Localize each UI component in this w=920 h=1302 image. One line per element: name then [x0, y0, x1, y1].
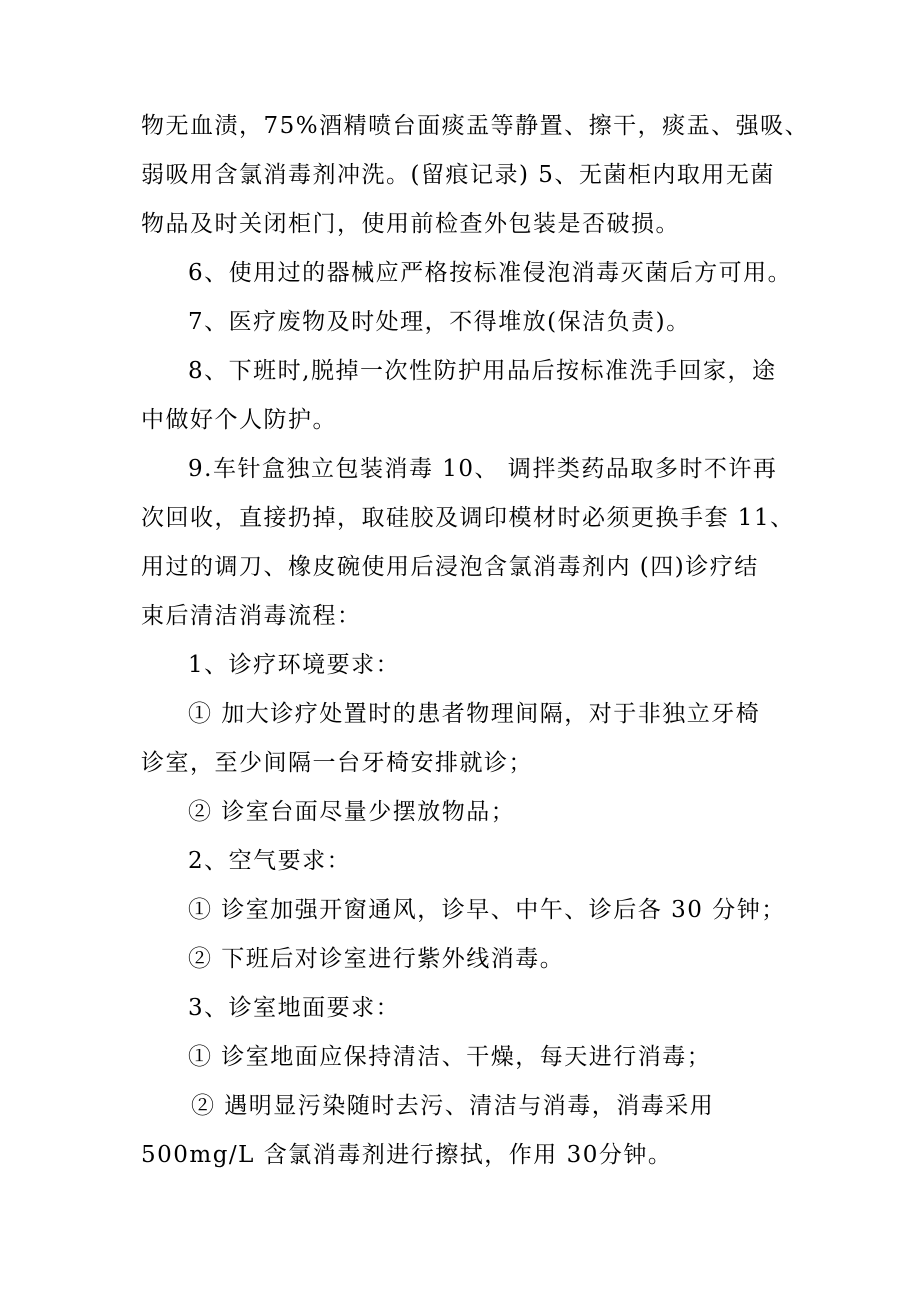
- text-line: ② 下班后对诊室进行紫外线消毒。: [188, 946, 565, 972]
- text-line: 次回收，直接扔掉，取硅胶及调印模材时必须更换手套 11、: [141, 505, 795, 531]
- text-line: 束后清洁消毒流程：: [141, 603, 362, 629]
- text-line: 3、诊室地面要求：: [188, 995, 401, 1021]
- text-line: 2、空气要求：: [188, 848, 352, 874]
- text-line: 物品及时关闭柜门，使用前检查外包装是否破损。: [141, 211, 680, 237]
- text-line: 9.车针盒独立包装消毒 10、 调拌类药品取多时不许再: [188, 456, 778, 482]
- text-line: 物无血渍，75%酒精喷台面痰盂等静置、擦干，痰盂、强吸、: [141, 113, 810, 139]
- text-line: 6、使用过的器械应严格按标准侵泡消毒灭菌后方可用。: [188, 260, 793, 286]
- text-line: 7、医疗废物及时处理，不得堆放(保洁负责)。: [188, 309, 691, 335]
- text-line: 用过的调刀、橡皮碗使用后浸泡含氯消毒剂内 (四)诊疗结: [141, 554, 759, 580]
- text-line: 1、诊疗环境要求：: [188, 652, 401, 678]
- text-line: 诊室，至少间隔一台牙椅安排就诊；: [141, 750, 533, 776]
- text-line: ① 诊室地面应保持清洁、干燥，每天进行消毒；: [188, 1044, 712, 1070]
- text-line: ② 遇明显污染随时去污、清洁与消毒，消毒采用: [191, 1093, 715, 1119]
- text-line: 8、下班时,脱掉一次性防护用品后按标准洗手回家，途: [188, 358, 777, 384]
- text-line: 中做好个人防护。: [141, 407, 337, 433]
- text-line: ① 加大诊疗处置时的患者物理间隔，对于非独立牙椅: [188, 701, 761, 727]
- text-line: ① 诊室加强开窗通风，诊早、中午、诊后各 30 分钟；: [188, 897, 786, 923]
- text-line: 500mg/L 含氯消毒剂进行擦拭，作用 30分钟。: [141, 1142, 673, 1168]
- text-line: ② 诊室台面尽量少摆放物品；: [188, 799, 516, 825]
- text-line: 弱吸用含氯消毒剂冲洗。(留痕记录) 5、无菌柜内取用无菌: [141, 162, 775, 188]
